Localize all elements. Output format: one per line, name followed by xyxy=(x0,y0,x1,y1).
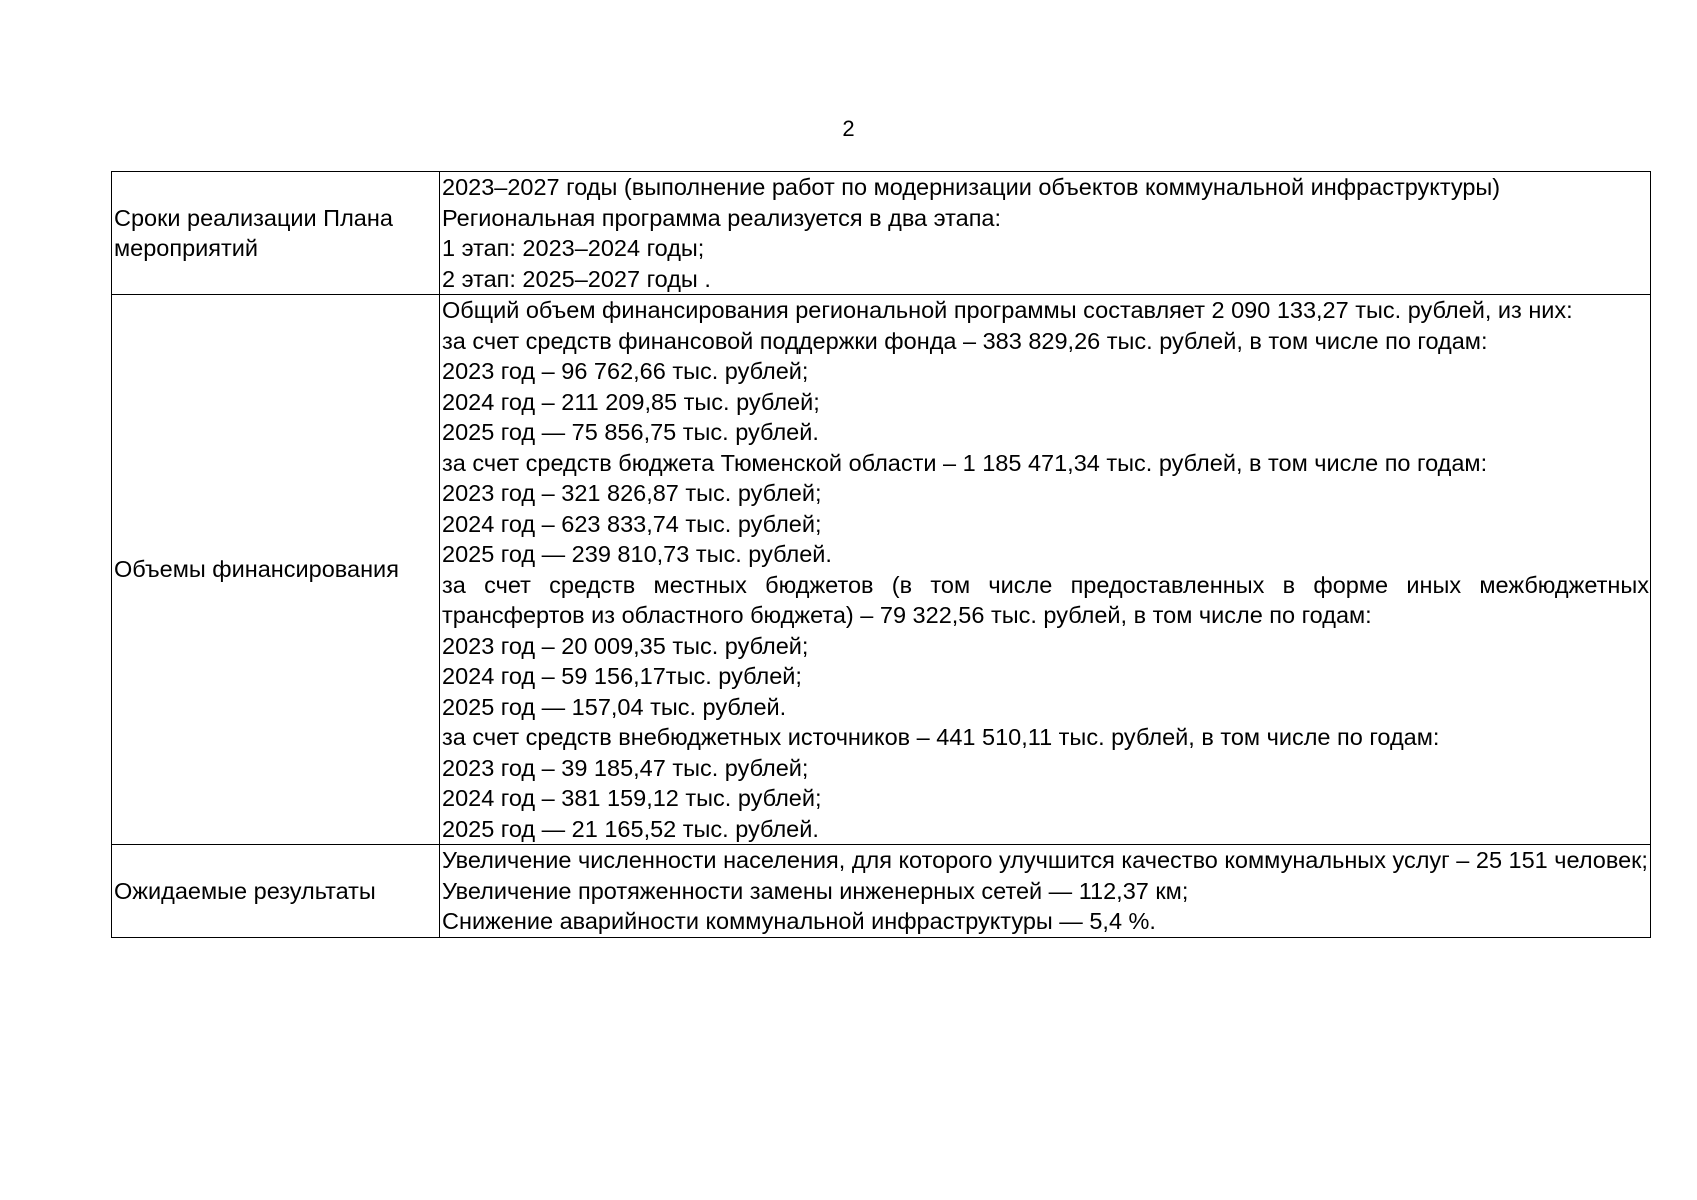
content-line: Увеличение численности населения, для которого улучшится качество коммунальных услуг – 25 151 человек; xyxy=(442,847,1648,873)
content-line: 2024 год – 211 209,85 тыс. рублей; xyxy=(442,388,820,415)
row-content-funding-volume xyxy=(440,295,1651,845)
program-passport-table xyxy=(111,171,1651,938)
content-line: 2023 год – 321 826,87 тыс. рублей; xyxy=(442,480,822,506)
content-line: 2024 год – 623 833,74 тыс. рублей; xyxy=(442,510,822,537)
content-line: 2025 год — 21 165,52 тыс. рублей. xyxy=(442,815,819,842)
content-line: Снижение аварийности коммунальной инфраструктуры — 5,4 %. xyxy=(442,908,1156,934)
table-row-funding-volume xyxy=(112,295,1651,845)
content-line: 2024 год – 59 156,17тыс. рублей; xyxy=(442,663,802,689)
content-line: за счет средств внебюджетных источников – 441 510,11 тыс. рублей, в том числе по годам: xyxy=(442,724,1440,750)
page-number: 2 xyxy=(842,116,855,141)
row-content-expected-results xyxy=(440,845,1651,938)
content-line: за счет средств местных бюджетов (в том числе предоставленных в форме иных межбюджетных трансфертов из областного бюджета) – 79 322,56 тыс. рублей, в том числе по годам: xyxy=(442,571,1649,628)
content-line: 2023–2027 годы (выполнение работ по модернизации объектов коммунальной инфраструктуры) xyxy=(442,174,1501,200)
content-line: 1 этап: 2023–2024 годы; xyxy=(442,235,705,261)
content-line: Региональная программа реализуется в два этапа: xyxy=(442,204,1002,231)
content-line: 2 этап: 2025–2027 годы . xyxy=(442,265,711,292)
content-line: 2023 год – 20 009,35 тыс. рублей; xyxy=(442,632,809,659)
content-line: 2025 год — 75 856,75 тыс. рублей. xyxy=(442,419,819,445)
content-line: за счет средств бюджета Тюменской области – 1 185 471,34 тыс. рублей, в том числе по годам: xyxy=(442,449,1488,476)
content-line: 2024 год – 381 159,12 тыс. рублей; xyxy=(442,785,822,811)
row-label-expected-results: Ожидаемые результаты xyxy=(112,845,440,938)
content-line: Общий объем финансирования региональной программы составляет 2 090 133,27 тыс. рублей, из них: xyxy=(442,297,1573,323)
row-content-implementation-period xyxy=(440,172,1651,295)
content-line: Увеличение протяженности замены инженерных сетей — 112,37 км; xyxy=(442,877,1189,904)
content-line: за счет средств финансовой поддержки фонда – 383 829,26 тыс. рублей, в том числе по годам: xyxy=(442,327,1488,354)
content-line: 2025 год — 157,04 тыс. рублей. xyxy=(442,693,787,720)
row-label-implementation-period: Сроки реализации Плана мероприятий xyxy=(112,172,440,295)
content-line: 2023 год – 39 185,47 тыс. рублей; xyxy=(442,754,809,781)
row-label-funding-volume: Объемы финансирования xyxy=(112,295,440,845)
table-row-expected-results xyxy=(112,845,1651,938)
table-row-implementation-period xyxy=(112,172,1651,295)
content-line: 2025 год — 239 810,73 тыс. рублей. xyxy=(442,541,832,567)
content-line: 2023 год – 96 762,66 тыс. рублей; xyxy=(442,358,809,384)
